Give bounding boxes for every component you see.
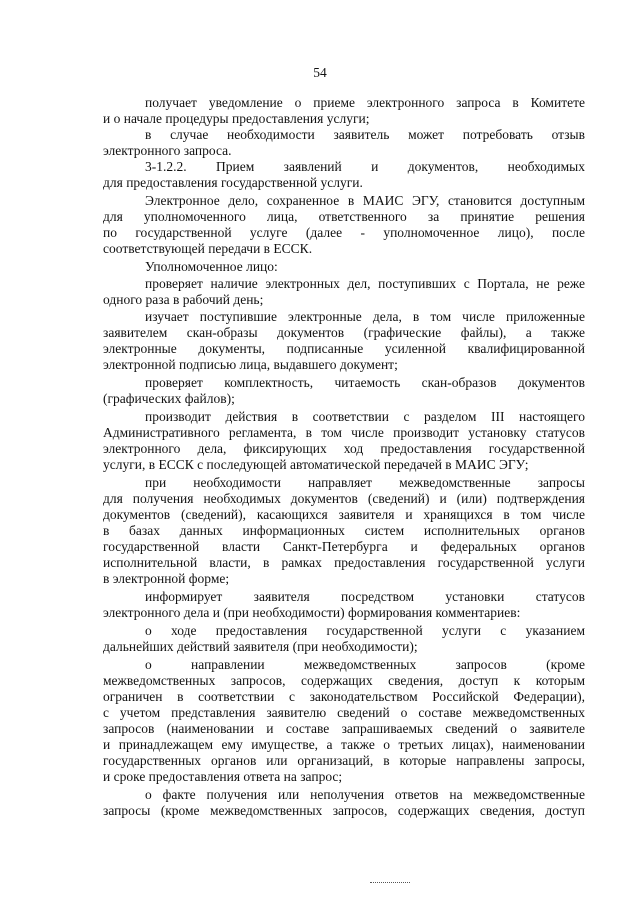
text-line: ограничен в соответствии с законодательством Российской Федерации), — [103, 689, 585, 704]
text-line: в базах данных информационных систем исполнительных органов — [103, 523, 585, 538]
footer-mark — [370, 882, 410, 885]
text-line: документов (сведений), касающихся заявителя и хранящихся в том числе — [103, 507, 585, 522]
text-line: электронного дела, фиксирующих ход предоставления государственной — [103, 441, 585, 456]
text-line: о ходе предоставления государственной услуги с указанием — [145, 623, 585, 638]
text-line: запросов (наименовании и составе запрашиваемых сведений о заявителе — [103, 721, 585, 736]
text-line: в случае необходимости заявитель может потребовать отзыв — [145, 127, 585, 142]
text-line: проверяет комплектность, читаемость скан-образов документов — [145, 375, 585, 390]
text-line: Электронное дело, сохраненное в МАИС ЭГУ, становится доступным — [145, 193, 585, 208]
text-line: государственных органов или организаций, в которые направлены запросы, — [103, 753, 585, 768]
text-line: одного раза в рабочий день; — [103, 292, 264, 307]
text-line: (графических файлов); — [103, 391, 235, 406]
text-line: 3-1.2.2. Прием заявлений и документов, необходимых — [145, 159, 585, 174]
text-line: о факте получения или неполучения ответов на межведомственные — [145, 787, 585, 802]
text-line: по государственной услуге (далее - уполномоченное лицо), после — [103, 225, 585, 240]
text-line: электронные документы, подписанные усиленной квалифицированной — [103, 341, 585, 356]
text-line: услуги, в ЕССК с последующей автоматической передачей в МАИС ЭГУ; — [103, 457, 529, 472]
text-line: изучает поступившие электронные дела, в том числе приложенные — [145, 309, 585, 324]
text-line: для предоставления государственной услуги. — [103, 175, 363, 190]
text-line: дальнейших действий заявителя (при необходимости); — [103, 639, 418, 654]
text-line: электронной подписью лица, выдавшего документ; — [103, 357, 398, 372]
text-line: и принадлежащем ему имуществе, а также о третьих лицах), наименовании — [103, 737, 585, 752]
text-line: электронного дела и (при необходимости) формирования комментариев: — [103, 605, 521, 620]
text-line: при необходимости направляет межведомственные запросы — [145, 475, 585, 490]
text-line: Административного регламента, в том числе производит установку статусов — [103, 425, 585, 440]
text-line: электронного запроса. — [103, 143, 232, 158]
text-line: и о начале процедуры предоставления услуги; — [103, 111, 370, 126]
text-line: для уполномоченного лица, ответственного за принятие решения — [103, 209, 585, 224]
text-line: запросы (кроме межведомственных запросов, содержащих сведения, доступ — [103, 803, 585, 818]
text-line: информирует заявителя посредством установки статусов — [145, 589, 585, 604]
text-line: для получения необходимых документов (сведений) и (или) подтверждения — [103, 491, 585, 506]
text-line: Уполномоченное лицо: — [145, 259, 278, 274]
text-line: соответствующей передачи в ЕССК. — [103, 241, 313, 256]
page-number: 54 — [313, 65, 327, 80]
text-line: с учетом представления заявителю сведений о составе межведомственных — [103, 705, 585, 720]
text-line: и сроке предоставления ответа на запрос; — [103, 769, 343, 784]
text-line: заявителем скан-образы документов (графические файлы), а также — [103, 325, 585, 340]
text-line: производит действия в соответствии с разделом III настоящего — [145, 409, 585, 424]
text-line: получает уведомление о приеме электронного запроса в Комитете — [145, 95, 585, 110]
text-line: о направлении межведомственных запросов (кроме — [145, 657, 585, 672]
text-line: государственной власти Санкт-Петербурга и федеральных органов — [103, 539, 585, 554]
text-line: в электронной форме; — [103, 571, 230, 586]
text-line: исполнительной власти, в рамках предоставления государственной услуги — [103, 555, 585, 570]
text-line: межведомственных запросов, содержащих сведения, доступ к которым — [103, 673, 585, 688]
text-line: проверяет наличие электронных дел, поступивших с Портала, не реже — [145, 276, 585, 291]
